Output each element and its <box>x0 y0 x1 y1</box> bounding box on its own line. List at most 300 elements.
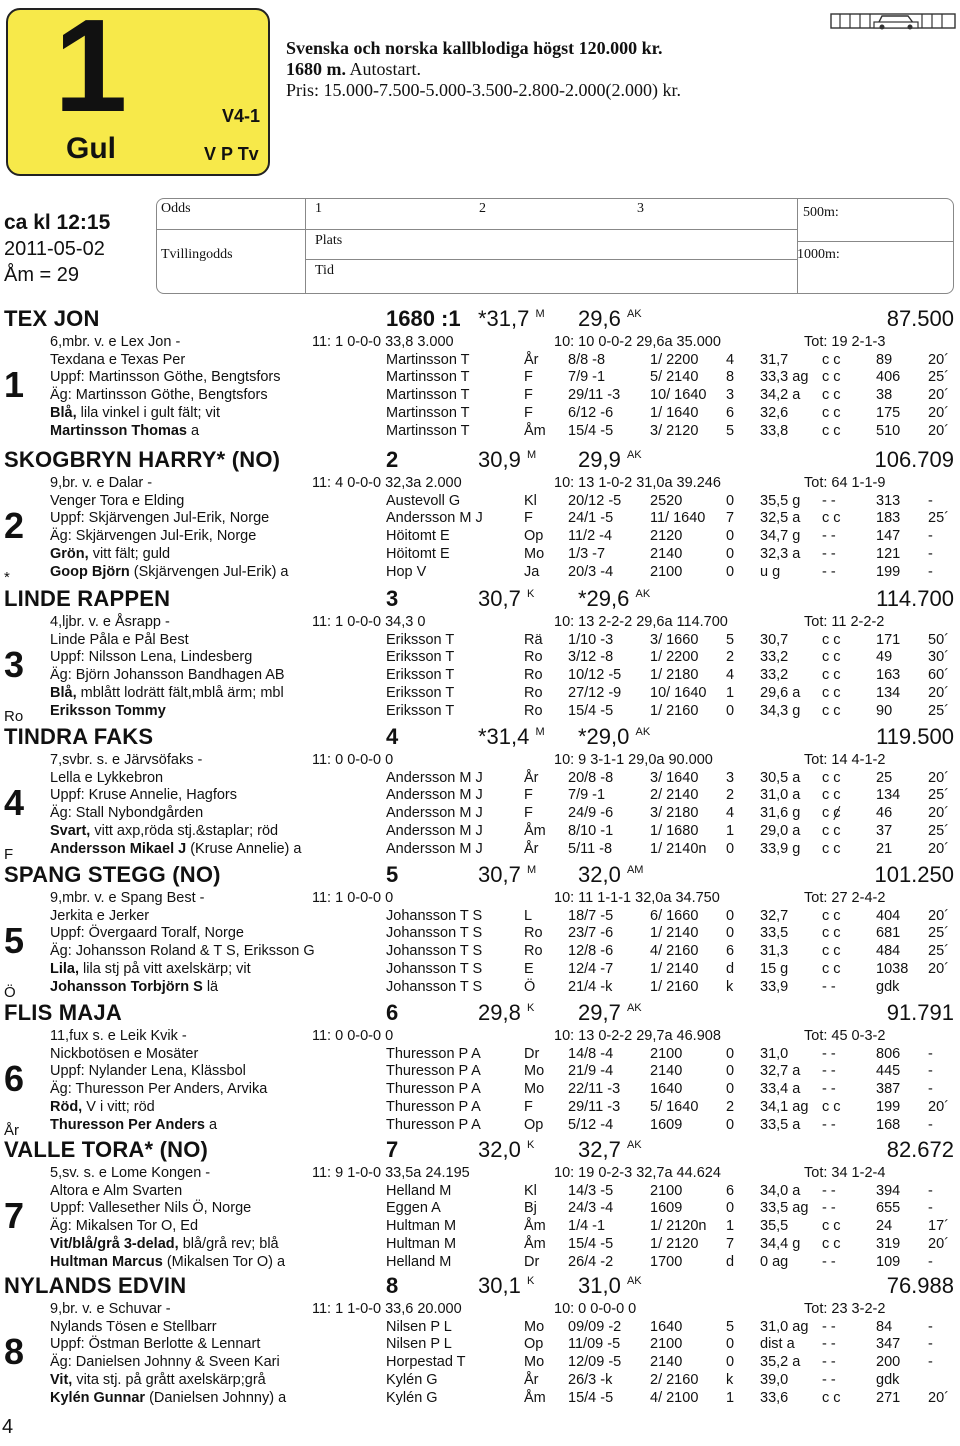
distance: 1/ 2140 <box>650 960 699 977</box>
shoes: - - <box>822 1045 836 1062</box>
km-time: 35,5 g <box>760 492 801 509</box>
prize: - <box>928 1253 933 1270</box>
driver: Eriksson T <box>386 649 455 666</box>
record-2-value: 29,9 <box>578 447 621 472</box>
distance: 10/ 1640 <box>650 684 707 701</box>
driver: Andersson M J <box>386 805 483 822</box>
track: E <box>524 960 534 977</box>
distance: 2/ 2160 <box>650 1371 699 1388</box>
placing: 4 <box>726 805 735 822</box>
distance: 3/ 1660 <box>650 631 699 648</box>
start-time: ca kl 12:15 <box>4 211 111 234</box>
placing: 7 <box>726 1235 735 1252</box>
placing: 1 <box>726 1218 735 1235</box>
placing: 4 <box>726 667 735 684</box>
prize: 50´ <box>928 631 949 648</box>
distance: 3/ 2180 <box>650 805 699 822</box>
shoes: ᴄ ᴄ <box>822 510 841 527</box>
line-bold: Blå, <box>50 404 77 421</box>
distance: 2120 <box>650 528 683 545</box>
line-rest: lila stj på vitt axelskärp; vit <box>79 960 251 977</box>
shoes: ᴄ ᴄ <box>822 787 841 804</box>
track: Ö <box>524 978 536 995</box>
race-date-pos: 21/4 -k <box>568 978 613 995</box>
km-time: 0 ag <box>760 1253 789 1270</box>
start-number: 6 <box>4 1058 25 1099</box>
placing: 8 <box>726 369 735 386</box>
race-info-line2: 1680 m. Autostart. <box>286 59 421 79</box>
distance: 2520 <box>650 492 683 509</box>
prize: - <box>928 563 933 580</box>
driver: Martinsson T <box>386 404 470 421</box>
track: Ja <box>524 563 540 580</box>
track-code: Åm = 29 <box>4 264 80 286</box>
prize: - <box>928 1200 933 1217</box>
shoes: ᴄ ᴄ <box>822 840 841 857</box>
record-2 <box>578 586 650 612</box>
record-2-sup: AK <box>635 588 651 600</box>
prize: - <box>928 1045 933 1062</box>
track: Åm <box>524 822 546 839</box>
start-number: 8 <box>4 1331 25 1372</box>
race-date-pos: 21/9 -4 <box>568 1063 614 1080</box>
shoes: ᴄ ᴄ <box>822 702 841 719</box>
race-date-pos: 8/8 -8 <box>568 351 606 368</box>
line-text: Uppf: Kruse Annelie, Hagfors <box>50 787 237 804</box>
shoes: ᴄ ᴄ <box>822 1235 841 1252</box>
driver: Thuresson P A <box>386 1045 481 1062</box>
col-3-label: 3 <box>637 201 644 216</box>
page-number: 4 <box>2 1416 14 1438</box>
track: Bj <box>524 1200 537 1217</box>
record-2 <box>578 1137 642 1163</box>
horse-info: 5,sv. s. e Lome Kongen - <box>50 1165 211 1181</box>
driver: Martinsson T <box>386 369 470 386</box>
line-rest: mblått lodrätt fält,mblå ärm; mbl <box>76 684 284 701</box>
distance: 1/ 1680 <box>650 822 699 839</box>
prize: 20´ <box>928 1235 949 1252</box>
race-date-pos: 24/9 -6 <box>568 805 614 822</box>
horse-info: 9,br. v. e Schuvar - <box>50 1301 171 1317</box>
placing: 0 <box>726 545 735 562</box>
total-stats: Tot: 45 0-3-2 <box>804 1028 886 1044</box>
driver: Thuresson P A <box>386 1116 481 1133</box>
driver: Andersson M J <box>386 510 483 527</box>
horse-note: År <box>4 1122 19 1139</box>
odds: 387 <box>876 1081 901 1098</box>
shoes: ᴄ ᴄ <box>822 404 841 421</box>
placing: 0 <box>726 1045 735 1062</box>
record-2-sup: AK <box>635 726 651 738</box>
odds: 134 <box>876 787 901 804</box>
record-2-value: *29,0 <box>578 724 630 749</box>
km-time: 35,5 <box>760 1218 789 1235</box>
odds: 319 <box>876 1235 901 1252</box>
line-text <box>50 841 301 858</box>
record-2-value: 29,7 <box>578 1000 621 1025</box>
odds: 806 <box>876 1045 901 1062</box>
km-time: u g <box>760 563 781 580</box>
line-rest: vitt fält; guld <box>88 545 171 562</box>
km-time: 34,2 a <box>760 387 801 404</box>
total-stats: Tot: 27 2-4-2 <box>804 890 886 906</box>
earnings: 82.672 <box>886 1137 954 1162</box>
record-2 <box>578 862 643 888</box>
prize: 25´ <box>928 787 949 804</box>
line-bold: Lila, <box>50 960 80 977</box>
shoes: ᴄ ᴄ <box>822 1218 841 1235</box>
line-bold: Vit, <box>50 1371 73 1388</box>
km-time: 33,5 <box>760 925 789 942</box>
line-text: Uppf: Nylander Lena, Klässbol <box>50 1063 246 1080</box>
driver: Johansson T S <box>386 925 483 942</box>
driver: Eriksson T <box>386 667 455 684</box>
km-time: 33,9 g <box>760 840 801 857</box>
placing: 0 <box>726 702 735 719</box>
record-2 <box>578 1000 642 1026</box>
placing: 5 <box>726 422 735 439</box>
track: Ro <box>524 684 543 701</box>
start-number: 7 <box>4 1195 25 1236</box>
distance: 2100 <box>650 1045 683 1062</box>
km-time: 34,3 g <box>760 702 801 719</box>
race-date-pos: 20/8 -8 <box>568 769 614 786</box>
prize: - <box>928 1182 933 1199</box>
shoes: ᴄ ȼ <box>822 805 841 822</box>
placing: 0 <box>726 1354 735 1371</box>
distance: 1/ 2140 <box>650 925 699 942</box>
driver: Horpestad T <box>386 1354 466 1371</box>
line-text: Äg: Martinsson Göthe, Bengtsfors <box>50 387 268 404</box>
line-bold: Goop Björn <box>50 563 130 580</box>
record-1-sup: M <box>535 308 545 320</box>
track: F <box>524 510 533 527</box>
track: Kl <box>524 1182 537 1199</box>
driver: Martinsson T <box>386 422 470 439</box>
horse-info: 9,mbr. v. e Spang Best - <box>50 890 205 906</box>
prize: 20´ <box>928 769 949 786</box>
line-rest: (Skjärvengen Jul-Erik) a <box>129 563 289 580</box>
car-icon <box>830 8 956 30</box>
odds: 147 <box>876 528 901 545</box>
km-time: 33,3 ag <box>760 369 809 386</box>
placing: 2 <box>726 649 735 666</box>
line-text: Äg: Björn Johansson Bandhagen AB <box>50 667 285 684</box>
post-position: 3 <box>386 586 399 611</box>
line-text <box>50 1236 279 1253</box>
distance: 2100 <box>650 563 683 580</box>
track: Op <box>524 1116 544 1133</box>
season-11: 11: 4 0-0-0 32,3a 2.000 <box>312 475 462 491</box>
line-bold: Röd, <box>50 1098 83 1115</box>
placing: 6 <box>726 943 735 960</box>
race-date-pos: 12/09 -5 <box>568 1354 622 1371</box>
line-text: Uppf: Övergaard Toralf, Norge <box>50 925 244 942</box>
placing: 6 <box>726 404 735 421</box>
horse-name: VALLE TORA* (NO) <box>4 1137 209 1162</box>
line-text <box>50 961 251 978</box>
km-time: 31,7 <box>760 351 789 368</box>
record-2-value: 32,7 <box>578 1137 621 1162</box>
season-10: 10: 13 0-2-2 29,7a 46.908 <box>554 1028 721 1044</box>
distance: 1/ 2160 <box>650 978 699 995</box>
km-time: 31,0 ag <box>760 1318 809 1335</box>
distance: 11/ 1640 <box>650 510 706 527</box>
shoes: - - <box>822 563 836 580</box>
placing: 4 <box>726 351 735 368</box>
line-rest: (Mikalsen Tor O) a <box>162 1253 286 1270</box>
km-time: 32,3 a <box>760 545 801 562</box>
placing: 7 <box>726 510 735 527</box>
prize: 20´ <box>928 387 949 404</box>
km-time: 33,5 a <box>760 1116 801 1133</box>
driver: Helland M <box>386 1253 452 1270</box>
driver: Andersson M J <box>386 840 483 857</box>
line-bold: Svart, <box>50 822 91 839</box>
odds: 89 <box>876 351 893 368</box>
track: Dr <box>524 1253 540 1270</box>
post-position: 8 <box>386 1273 399 1298</box>
horse-name: NYLANDS EDVIN <box>4 1273 187 1298</box>
record-2 <box>578 306 642 332</box>
distance: 2140 <box>650 1354 683 1371</box>
prize: 20´ <box>928 1389 949 1406</box>
earnings: 87.500 <box>886 306 954 331</box>
distance: 2140 <box>650 545 683 562</box>
m1000-label: 1000m: <box>797 247 840 262</box>
km-time: dist a <box>760 1336 795 1353</box>
line-bold: Kylén Gunnar <box>50 1389 146 1406</box>
shoes: ᴄ ᴄ <box>822 925 841 942</box>
record-1 <box>478 1273 534 1299</box>
km-time: 35,2 a <box>760 1354 801 1371</box>
distance: 3/ 2120 <box>650 422 699 439</box>
distance: 1700 <box>650 1253 683 1270</box>
start-number: 5 <box>4 920 25 961</box>
odds: 175 <box>876 404 901 421</box>
shoes: - - <box>822 1200 836 1217</box>
shoes: ᴄ ᴄ <box>822 387 841 404</box>
line-rest: a <box>186 422 200 439</box>
line-text <box>50 685 284 702</box>
earnings: 106.709 <box>874 447 954 472</box>
total-stats: Tot: 64 1-1-9 <box>804 475 886 491</box>
line-rest: a <box>204 1116 218 1133</box>
line-text: Uppf: Vallesether Nils Ö, Norge <box>50 1200 252 1217</box>
km-time: 15 g <box>760 960 789 977</box>
driver: Thuresson P A <box>386 1063 481 1080</box>
km-time: 30,7 <box>760 631 789 648</box>
shoes: ᴄ ᴄ <box>822 422 841 439</box>
line-bold: Martinsson Thomas <box>50 422 187 439</box>
placing: 3 <box>726 769 735 786</box>
distance: 1/ 2140n <box>650 840 707 857</box>
placing: d <box>726 1253 735 1270</box>
prize: 25´ <box>928 702 949 719</box>
shoes: - - <box>822 545 836 562</box>
race-date-pos: 14/8 -4 <box>568 1045 614 1062</box>
placing: 0 <box>726 1063 735 1080</box>
odds-label: Odds <box>161 201 191 216</box>
km-time: 31,0 a <box>760 787 801 804</box>
earnings: 91.791 <box>886 1000 954 1025</box>
shoes: ᴄ ᴄ <box>822 667 841 684</box>
odds: 183 <box>876 510 901 527</box>
shoes: ᴄ ᴄ <box>822 631 841 648</box>
season-10: 10: 0 0-0-0 0 <box>554 1301 637 1317</box>
prize: 20´ <box>928 351 949 368</box>
race-date-pos: 1/3 -7 <box>568 545 606 562</box>
line-text <box>50 405 220 422</box>
line-bold: Hultman Marcus <box>50 1253 163 1270</box>
track: Åm <box>524 422 546 439</box>
record-1 <box>478 1000 534 1026</box>
start-number: 3 <box>4 644 25 685</box>
race-date-pos: 10/12 -5 <box>568 667 622 684</box>
season-10: 10: 10 0-0-2 29,6a 35.000 <box>554 334 721 350</box>
tid-label: Tid <box>315 263 334 278</box>
season-10: 10: 19 0-2-3 32,7a 44.624 <box>554 1165 721 1181</box>
odds: 171 <box>876 631 901 648</box>
record-1 <box>478 586 534 612</box>
record-1 <box>478 447 536 473</box>
record-1-value: 32,0 <box>478 1137 521 1162</box>
odds: 38 <box>876 387 893 404</box>
line-bold: Vit/blå/grå 3-delad, <box>50 1235 179 1252</box>
line-text: Uppf: Martinsson Göthe, Bengtsfors <box>50 369 281 386</box>
distance: 1/ 2120n <box>650 1218 707 1235</box>
odds: 404 <box>876 907 901 924</box>
placing: 0 <box>726 907 735 924</box>
race-date-pos: 27/12 -9 <box>568 684 622 701</box>
distance: 1/ 2200 <box>650 351 699 368</box>
placing: 0 <box>726 1200 735 1217</box>
race-date-pos: 24/1 -5 <box>568 510 614 527</box>
race-date-pos: 23/7 -6 <box>568 925 614 942</box>
line-text: Äg: Mikalsen Tor O, Ed <box>50 1218 199 1235</box>
race-date-pos: 09/09 -2 <box>568 1318 622 1335</box>
shoes: - - <box>822 1253 836 1270</box>
track: F <box>524 1098 533 1115</box>
odds: 24 <box>876 1218 893 1235</box>
distance: 1/ 1640 <box>650 404 699 421</box>
race-date-pos: 24/3 -4 <box>568 1200 614 1217</box>
placing: 0 <box>726 840 735 857</box>
race-date-pos: 20/3 -4 <box>568 563 614 580</box>
prize: 25´ <box>928 510 949 527</box>
race-info-line1: Svenska och norska kallblodiga högst 120.000 kr. <box>286 38 663 58</box>
track: Åm <box>524 1218 546 1235</box>
race-number: 1 <box>54 0 128 139</box>
line-bold: Grön, <box>50 545 89 562</box>
shoes: - - <box>822 1081 836 1098</box>
shoes: - - <box>822 492 836 509</box>
line-text: Nickbotösen e Mosäter <box>50 1045 199 1062</box>
track: Ro <box>524 667 543 684</box>
horse-info: 7,svbr. s. e Järvsöfaks - <box>50 752 203 768</box>
driver: Johansson T S <box>386 943 483 960</box>
bet-types: V P Tv <box>204 144 259 164</box>
odds: 445 <box>876 1063 901 1080</box>
track: Ro <box>524 702 543 719</box>
race-date-pos: 15/4 -5 <box>568 422 614 439</box>
placing: k <box>726 978 734 995</box>
distance: 1/ 2200 <box>650 649 699 666</box>
prize: 25´ <box>928 822 949 839</box>
prize: - <box>928 528 933 545</box>
line-text <box>50 423 199 440</box>
record-1-value: 30,7 <box>478 586 521 611</box>
horse-name: TEX JON <box>4 306 100 331</box>
shoes: ᴄ ᴄ <box>822 649 841 666</box>
record-2-value: 29,6 <box>578 306 621 331</box>
race-info-line3: Pris: 15.000-7.500-5.000-3.500-2.800-2.000(2.000) kr. <box>286 80 681 100</box>
placing: 6 <box>726 1182 735 1199</box>
horse-name: LINDE RAPPEN <box>4 586 171 611</box>
earnings: 114.700 <box>876 586 954 611</box>
driver: Hultman M <box>386 1218 457 1235</box>
line-bold: Andersson Mikael J <box>50 840 187 857</box>
track: Kl <box>524 492 537 509</box>
line-text <box>50 546 170 563</box>
record-1-sup: K <box>526 1275 535 1287</box>
shoes: ᴄ ᴄ <box>822 960 841 977</box>
season-10: 10: 13 2-2-2 29,6a 114.700 <box>554 614 728 630</box>
track: Rä <box>524 631 543 648</box>
record-1-value: 29,8 <box>478 1000 521 1025</box>
race-date-pos: 22/11 -3 <box>568 1081 621 1098</box>
prize: - <box>928 1081 933 1098</box>
line-text: Äg: Danielsen Johnny & Sveen Kari <box>50 1354 280 1371</box>
prize: 20´ <box>928 960 949 977</box>
odds: 121 <box>876 545 901 562</box>
start-number: 1 <box>4 364 25 405</box>
odds: 49 <box>876 649 893 666</box>
race-date-pos: 8/10 -1 <box>568 822 614 839</box>
race-color: Gul <box>66 132 116 165</box>
line-text: Nylands Tösen e Stellbarr <box>50 1318 217 1335</box>
record-2-sup: AK <box>626 449 642 461</box>
distance: 4/ 2160 <box>650 943 699 960</box>
driver: Helland M <box>386 1182 452 1199</box>
horse-name: SKOGBRYN HARRY* (NO) <box>4 447 281 472</box>
km-time: 32,6 <box>760 404 789 421</box>
driver: Johansson T S <box>386 978 483 995</box>
track: L <box>524 907 533 924</box>
odds: 271 <box>876 1389 901 1406</box>
earnings: 101.250 <box>874 862 954 887</box>
line-text <box>50 1390 286 1407</box>
record-1-sup: M <box>526 449 537 461</box>
record-2-sup: AM <box>626 864 644 876</box>
odds: gdk <box>876 1371 900 1388</box>
prize: 20´ <box>928 805 949 822</box>
line-rest: (Danielsen Johnny) a <box>145 1389 287 1406</box>
prize: 20´ <box>928 422 949 439</box>
race-date: 2011-05-02 <box>4 238 105 260</box>
track: Åm <box>524 1235 546 1252</box>
distance: 1609 <box>650 1116 683 1133</box>
race-date-pos: 7/9 -1 <box>568 369 606 386</box>
driver: Thuresson P A <box>386 1081 481 1098</box>
line-rest: lila vinkel i gult fält; vit <box>76 404 221 421</box>
race-date-pos: 18/7 -5 <box>568 907 614 924</box>
race-date-pos: 12/4 -7 <box>568 960 614 977</box>
season-10: 10: 13 1-0-2 31,0a 39.246 <box>554 475 721 491</box>
km-time: 34,0 a <box>760 1182 801 1199</box>
odds: 199 <box>876 1098 901 1115</box>
line-text <box>50 823 278 840</box>
